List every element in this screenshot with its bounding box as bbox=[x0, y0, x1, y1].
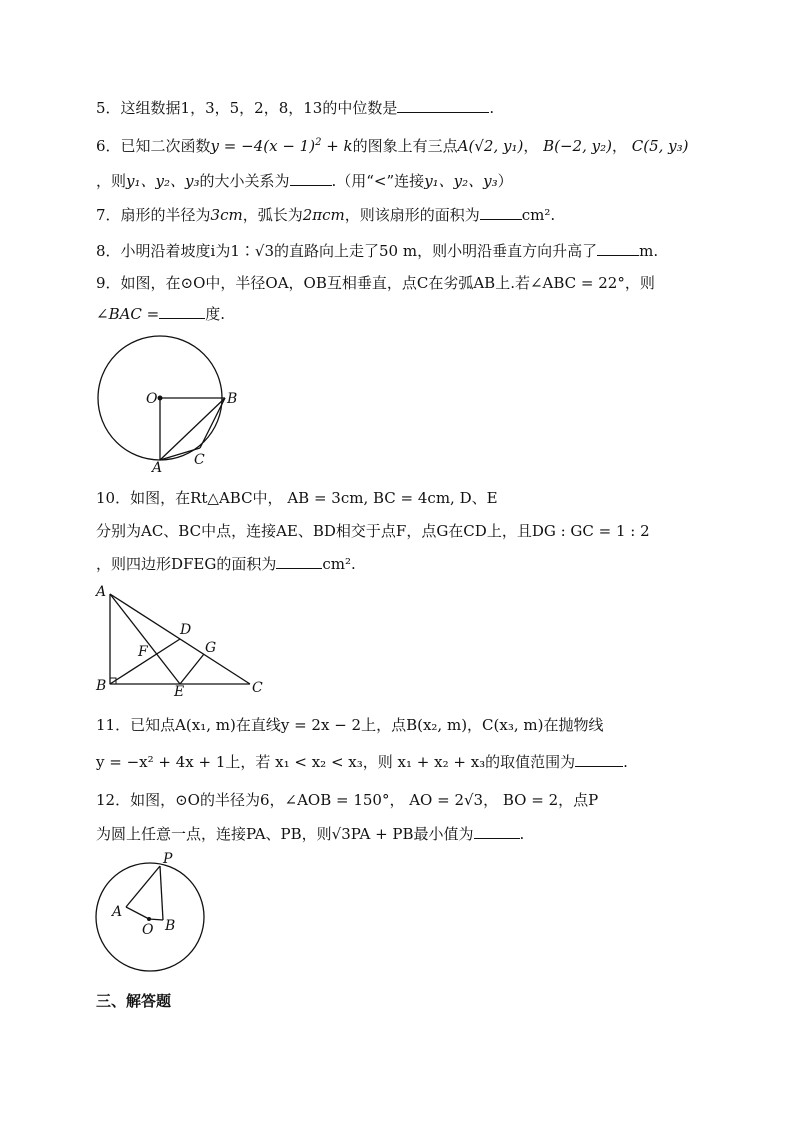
q7-answer-blank[interactable] bbox=[480, 205, 522, 220]
q6-intro: 6．已知二次函数 bbox=[96, 137, 211, 155]
q10-unit: cm². bbox=[322, 555, 356, 573]
label-g: G bbox=[205, 640, 217, 656]
q7-radius: 3cm bbox=[210, 206, 243, 224]
label-f: F bbox=[138, 644, 148, 660]
label-d: D bbox=[180, 622, 192, 638]
q10-answer-blank[interactable] bbox=[276, 554, 322, 569]
q11-text: y = −x² + 4x + 1上，若 x₁ < x₂ < x₃，则 x₁ + x₂ + x₃的取值范围为 bbox=[96, 753, 576, 771]
q8-a: 8．小明沿着坡度i为1∶ bbox=[96, 242, 255, 260]
label-c: C bbox=[252, 680, 263, 696]
segment-eg bbox=[180, 654, 204, 684]
q6-close: ） bbox=[497, 172, 513, 190]
segment-pb bbox=[160, 866, 163, 920]
figure-12 bbox=[92, 850, 212, 975]
q6-text: 的图象上有三点 bbox=[352, 137, 458, 155]
q9-answer-blank[interactable] bbox=[159, 304, 205, 319]
label-b: B bbox=[96, 678, 107, 694]
q9-unit: 度. bbox=[205, 305, 226, 323]
q7-arc: 2πcm bbox=[302, 206, 345, 224]
q12-text: 为圆上任意一点，连接PA、PB，则√3PA + PB最小值为 bbox=[96, 825, 474, 843]
q7-unit: cm². bbox=[521, 206, 556, 224]
question-10-line-1: 10．如图，在Rt△ABC中， AB = 3cm, BC = 4cm, D、E bbox=[96, 489, 498, 507]
q9-angle: ∠BAC = bbox=[96, 305, 160, 323]
question-6-line-2 bbox=[96, 171, 513, 191]
figure-10 bbox=[92, 582, 272, 700]
q5-end: . bbox=[489, 99, 495, 117]
q6-function: $y = -4(x - 1)^2 + k$ bbox=[210, 137, 353, 155]
q6-answer-blank[interactable] bbox=[290, 171, 332, 186]
q11-answer-blank[interactable] bbox=[575, 752, 623, 767]
q5-text: 5．这组数据1，3，5，2，8，13的中位数是 bbox=[96, 99, 398, 117]
question-11-line-1: 11．已知点A(x₁, m)在直线y = 2x − 2上，点B(x₂, m)，C(x₃, m)在抛物线 bbox=[96, 716, 604, 734]
figure-9 bbox=[92, 338, 238, 476]
label-c: C bbox=[194, 452, 205, 468]
q11-end: . bbox=[623, 753, 628, 771]
q6-point-c: C(5, y₃) bbox=[631, 137, 689, 155]
label-a: A bbox=[96, 584, 107, 600]
label-e: E bbox=[174, 684, 185, 700]
label-b: B bbox=[227, 391, 238, 407]
q12-end: . bbox=[519, 825, 525, 843]
q8-b: 的直路向上走了50 m，则小明沿垂直方向升高了 bbox=[274, 242, 598, 260]
label-p: P bbox=[163, 851, 173, 867]
question-9-line-1: 9．如图，在⊙O中，半径OA，OB互相垂直，点C在劣弧AB上.若∠ABC = 22°，则 bbox=[96, 274, 655, 292]
segment-ob bbox=[149, 919, 163, 920]
label-a: A bbox=[152, 460, 163, 476]
question-10-line-2: 分别为AC、BC中点，连接AE、BD相交于点F，点G在CD上，且DG : GC = 1 : 2 bbox=[96, 522, 650, 540]
q6-vars-hint: y₁、y₂、y₃ bbox=[424, 172, 498, 190]
center-dot bbox=[158, 396, 163, 401]
q7-b: ，弧长为 bbox=[242, 206, 303, 224]
label-o: O bbox=[142, 922, 154, 938]
segment-ao bbox=[126, 907, 149, 919]
q7-c: ，则该扇形的面积为 bbox=[344, 206, 480, 224]
q6-relation: 的大小关系为 bbox=[199, 172, 290, 190]
q6-point-b: B(−2, y₂) bbox=[543, 137, 612, 155]
chord-bc bbox=[200, 398, 225, 448]
segment-pa bbox=[126, 866, 160, 907]
question-7 bbox=[96, 205, 555, 225]
q6-then: ，则 bbox=[96, 172, 127, 190]
label-b: B bbox=[165, 918, 176, 934]
q5-answer-blank[interactable] bbox=[397, 98, 489, 113]
q12-answer-blank[interactable] bbox=[474, 824, 520, 839]
question-6-line-1: 6．已知二次函数$y = -4(x - 1)^2 + k$的图象上有三点A(√2, y₁)， B(−2, y₂)， C(5, y₃) bbox=[96, 137, 689, 155]
q7-a: 7．扇形的半径为 bbox=[96, 206, 211, 224]
question-12-line-1: 12．如图，⊙O的半径为6，∠AOB = 150°， AO = 2√3， BO = 2，点P bbox=[96, 791, 599, 809]
center-dot bbox=[147, 917, 151, 921]
q6-hint: .（用“<”连接 bbox=[331, 172, 425, 190]
q6-vars: y₁、y₂、y₃ bbox=[126, 172, 200, 190]
question-8 bbox=[96, 241, 658, 261]
section-heading: 三、解答题 bbox=[96, 992, 172, 1010]
question-10-line-3 bbox=[96, 554, 356, 574]
question-5 bbox=[96, 98, 494, 118]
q8-sqrt: √3 bbox=[254, 242, 274, 260]
q8-answer-blank[interactable] bbox=[597, 241, 639, 256]
label-o: O bbox=[146, 391, 158, 407]
question-12-line-2 bbox=[96, 824, 524, 844]
q10-text: ，则四边形DFEG的面积为 bbox=[96, 555, 277, 573]
question-9-line-2 bbox=[96, 304, 225, 324]
segment-ae bbox=[110, 594, 180, 684]
label-a: A bbox=[112, 904, 123, 920]
question-11-line-2 bbox=[96, 752, 628, 772]
q8-unit: m. bbox=[639, 242, 659, 260]
q6-point-a: A(√2, y₁) bbox=[457, 137, 524, 155]
